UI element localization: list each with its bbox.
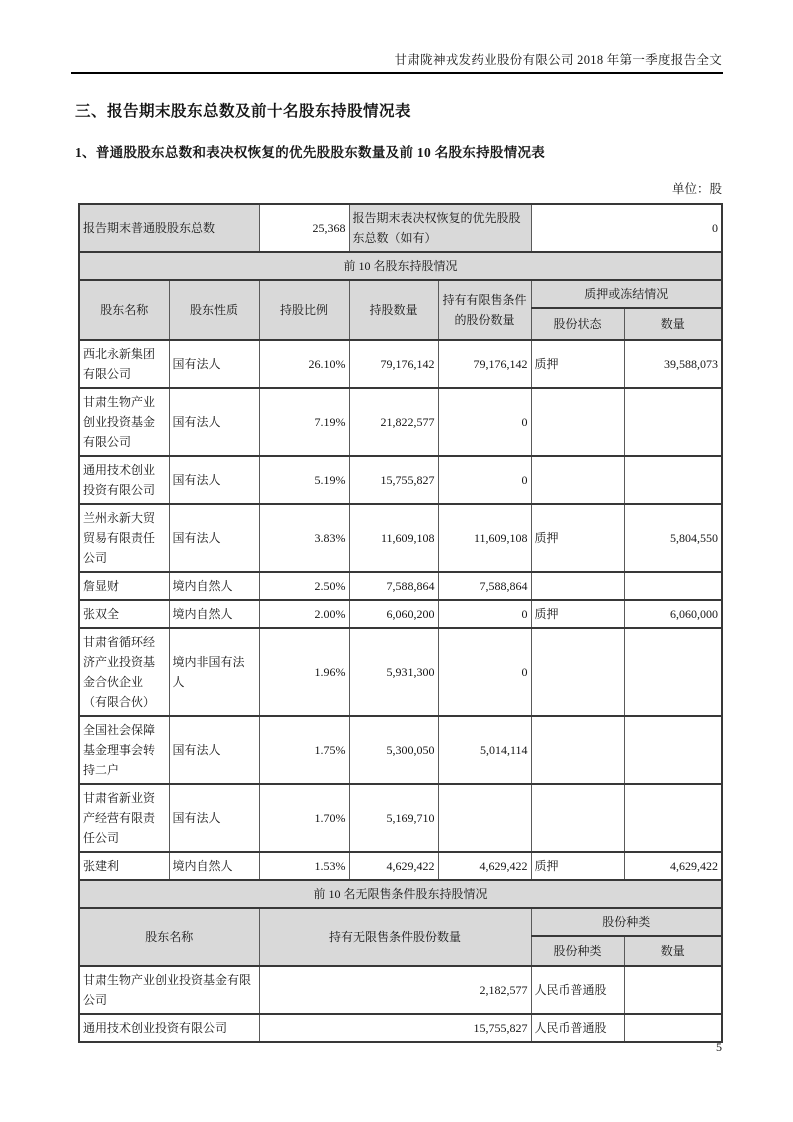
shareholder-row <box>79 456 722 504</box>
pledge-status: 质押 <box>531 852 624 880</box>
shareholders-table <box>78 203 723 1043</box>
holding-quantity: 11,609,108 <box>349 504 438 572</box>
col-header-quantity: 持股数量 <box>349 280 438 340</box>
restricted-shares: 79,176,142 <box>438 340 531 388</box>
restricted-shares: 0 <box>438 628 531 716</box>
restricted-shares <box>438 784 531 852</box>
col-header-pledge-group: 质押或冻结情况 <box>531 280 722 308</box>
pledge-quantity <box>624 388 722 456</box>
unrestricted-section-band <box>79 880 722 908</box>
document-header: 甘肃陇神戎发药业股份有限公司 2018 年第一季度报告全文 <box>394 53 722 67</box>
holding-ratio: 1.70% <box>259 784 349 852</box>
unrestricted-shareholder-name: 甘肃生物产业创业投资基金有限公司 <box>79 966 259 1014</box>
holding-quantity: 15,755,827 <box>349 456 438 504</box>
unrestricted-quantity: 15,755,827 <box>259 1014 531 1042</box>
share-amount <box>624 1014 722 1042</box>
col-header-restricted: 持有有限售条件的股份数量 <box>438 280 531 340</box>
holding-quantity: 6,060,200 <box>349 600 438 628</box>
shareholder-nature: 国有法人 <box>169 388 259 456</box>
unrestricted-section-title: 前 10 名无限售条件股东持股情况 <box>79 880 722 908</box>
subsection-title: 1、普通股股东总数和表决权恢复的优先股股东数量及前 10 名股东持股情况表 <box>75 145 546 160</box>
restricted-shares: 0 <box>438 600 531 628</box>
col-header-unrestricted-name: 股东名称 <box>79 908 259 966</box>
holding-ratio: 2.50% <box>259 572 349 600</box>
page-number: 5 <box>716 1040 722 1054</box>
common-shareholders-value: 25,368 <box>259 204 349 252</box>
restricted-shares: 0 <box>438 388 531 456</box>
shareholder-name: 通用技术创业投资有限公司 <box>79 456 169 504</box>
restricted-shares: 11,609,108 <box>438 504 531 572</box>
shareholder-name: 兰州永新大贸贸易有限责任公司 <box>79 504 169 572</box>
pledge-quantity <box>624 628 722 716</box>
shareholder-name: 全国社会保障基金理事会转持二户 <box>79 716 169 784</box>
unrestricted-header-row <box>79 908 722 936</box>
share-type: 人民币普通股 <box>531 966 624 1014</box>
top10-section-title: 前 10 名股东持股情况 <box>79 252 722 280</box>
holding-ratio: 3.83% <box>259 504 349 572</box>
shareholder-row <box>79 716 722 784</box>
pledge-quantity: 6,060,000 <box>624 600 722 628</box>
holding-ratio: 2.00% <box>259 600 349 628</box>
pledge-status: 质押 <box>531 600 624 628</box>
shareholder-name: 张建利 <box>79 852 169 880</box>
unrestricted-shareholder-name: 通用技术创业投资有限公司 <box>79 1014 259 1042</box>
col-header-name: 股东名称 <box>79 280 169 340</box>
holding-quantity: 5,169,710 <box>349 784 438 852</box>
shareholder-row <box>79 852 722 880</box>
pledge-status: 质押 <box>531 340 624 388</box>
restricted-shares: 7,588,864 <box>438 572 531 600</box>
holding-quantity: 7,588,864 <box>349 572 438 600</box>
shareholder-nature: 国有法人 <box>169 504 259 572</box>
pledge-status <box>531 572 624 600</box>
section-title: 三、报告期末股东总数及前十名股东持股情况表 <box>75 103 412 120</box>
shareholder-nature: 境内自然人 <box>169 600 259 628</box>
top10-section-band <box>79 252 722 280</box>
holding-ratio: 26.10% <box>259 340 349 388</box>
pledge-quantity: 39,588,073 <box>624 340 722 388</box>
restricted-shares: 5,014,114 <box>438 716 531 784</box>
shareholder-nature: 国有法人 <box>169 456 259 504</box>
shareholder-nature: 境内自然人 <box>169 852 259 880</box>
pledge-quantity <box>624 572 722 600</box>
top10-header-row <box>79 280 722 308</box>
shareholder-name: 詹显财 <box>79 572 169 600</box>
holding-ratio: 1.53% <box>259 852 349 880</box>
col-header-ratio: 持股比例 <box>259 280 349 340</box>
shareholder-nature: 国有法人 <box>169 784 259 852</box>
col-header-nature: 股东性质 <box>169 280 259 340</box>
col-header-share-type: 股份种类 <box>531 936 624 966</box>
pledge-status <box>531 628 624 716</box>
col-header-pledge-status: 股份状态 <box>531 308 624 340</box>
shareholder-nature: 国有法人 <box>169 340 259 388</box>
holding-ratio: 5.19% <box>259 456 349 504</box>
pledge-quantity: 4,629,422 <box>624 852 722 880</box>
common-shareholders-label: 报告期末普通股股东总数 <box>79 204 259 252</box>
shareholder-nature: 国有法人 <box>169 716 259 784</box>
holding-quantity: 21,822,577 <box>349 388 438 456</box>
preferred-shareholders-value: 0 <box>531 204 722 252</box>
pledge-status <box>531 784 624 852</box>
shareholder-name: 甘肃省新业资产经营有限责任公司 <box>79 784 169 852</box>
shareholder-name: 甘肃生物产业创业投资基金有限公司 <box>79 388 169 456</box>
pledge-status: 质押 <box>531 504 624 572</box>
pledge-quantity: 5,804,550 <box>624 504 722 572</box>
shareholder-row <box>79 340 722 388</box>
shareholder-row <box>79 628 722 716</box>
pledge-quantity <box>624 456 722 504</box>
holding-quantity: 79,176,142 <box>349 340 438 388</box>
col-header-share-amount: 数量 <box>624 936 722 966</box>
share-type: 人民币普通股 <box>531 1014 624 1042</box>
shareholder-nature: 境内非国有法人 <box>169 628 259 716</box>
col-header-pledge-quantity: 数量 <box>624 308 722 340</box>
pledge-quantity <box>624 716 722 784</box>
shareholder-row <box>79 572 722 600</box>
holding-ratio: 7.19% <box>259 388 349 456</box>
restricted-shares: 4,629,422 <box>438 852 531 880</box>
shareholder-row <box>79 504 722 572</box>
restricted-shares: 0 <box>438 456 531 504</box>
unrestricted-row <box>79 966 722 1014</box>
summary-row <box>79 204 722 252</box>
col-header-unrestricted-quantity: 持有无限售条件股份数量 <box>259 908 531 966</box>
pledge-quantity <box>624 784 722 852</box>
holding-quantity: 4,629,422 <box>349 852 438 880</box>
holding-quantity: 5,931,300 <box>349 628 438 716</box>
unrestricted-quantity: 2,182,577 <box>259 966 531 1014</box>
holding-ratio: 1.75% <box>259 716 349 784</box>
pledge-status <box>531 388 624 456</box>
header-divider <box>71 72 723 74</box>
pledge-status <box>531 456 624 504</box>
shareholder-name: 西北永新集团有限公司 <box>79 340 169 388</box>
holding-ratio: 1.96% <box>259 628 349 716</box>
unrestricted-row <box>79 1014 722 1042</box>
shareholder-nature: 境内自然人 <box>169 572 259 600</box>
shareholder-row <box>79 388 722 456</box>
shareholder-name: 张双全 <box>79 600 169 628</box>
pledge-status <box>531 716 624 784</box>
share-amount <box>624 966 722 1014</box>
col-header-share-type-group: 股份种类 <box>531 908 722 936</box>
preferred-shareholders-label: 报告期末表决权恢复的优先股股东总数（如有） <box>349 204 531 252</box>
holding-quantity: 5,300,050 <box>349 716 438 784</box>
shareholder-row <box>79 600 722 628</box>
shareholder-row <box>79 784 722 852</box>
shareholder-name: 甘肃省循环经济产业投资基金合伙企业（有限合伙） <box>79 628 169 716</box>
unit-label: 单位：股 <box>671 182 722 196</box>
